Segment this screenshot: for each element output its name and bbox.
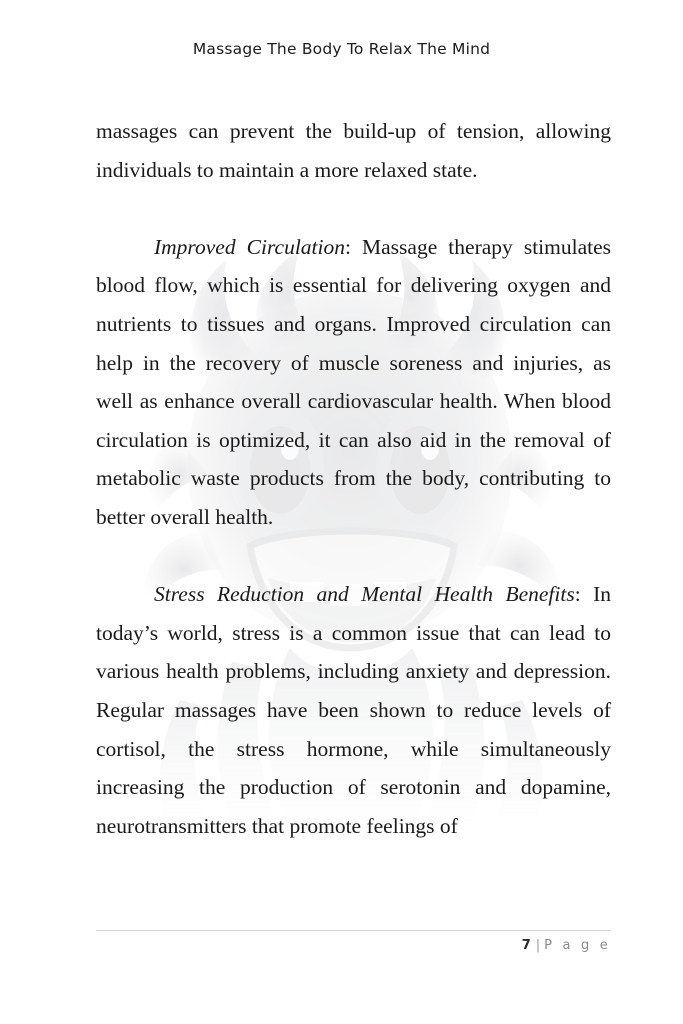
paragraph-text: : In today’s world, stress is a common issue that can lead to various health problems, including anxiety and depression. Regular massages have been shown to reduce levels of cortisol, the stress hormone, while simultaneously increasing the production of serotonin and dopamine, neurotransmitters that promote feelings of [96, 582, 611, 838]
paragraph-stress-reduction [96, 575, 611, 845]
paragraph-lead-in: Improved Circulation [154, 234, 345, 259]
footer-divider [96, 930, 611, 931]
paragraph-text: massages can prevent the build-up of tension, allowing individuals to maintain a more relaxed state. [96, 119, 611, 182]
page-number: 7 [521, 938, 531, 953]
paragraph-lead-in: Stress Reduction and Mental Health Benefits [154, 582, 575, 607]
page-number-block [96, 938, 611, 953]
page-label: P a g e [544, 938, 611, 953]
page-header-title: Massage The Body To Relax The Mind [192, 40, 491, 58]
page-footer [96, 930, 611, 953]
page-number-separator: | [535, 938, 541, 953]
paragraph-continuation [96, 112, 611, 189]
document-body [96, 112, 611, 845]
paragraph-text: : Massage therapy stimulates blood flow, which is essential for delivering oxygen and nutrients to tissues and organs. Improved circulation can help in the recovery of muscle soreness and injuries, as well as enhance overall cardiovascular health. When blood circulation is optimized, it can also aid in the removal of metabolic waste products from the body, contributing to better overall health. [96, 234, 612, 529]
paragraph-improved-circulation [96, 228, 611, 537]
